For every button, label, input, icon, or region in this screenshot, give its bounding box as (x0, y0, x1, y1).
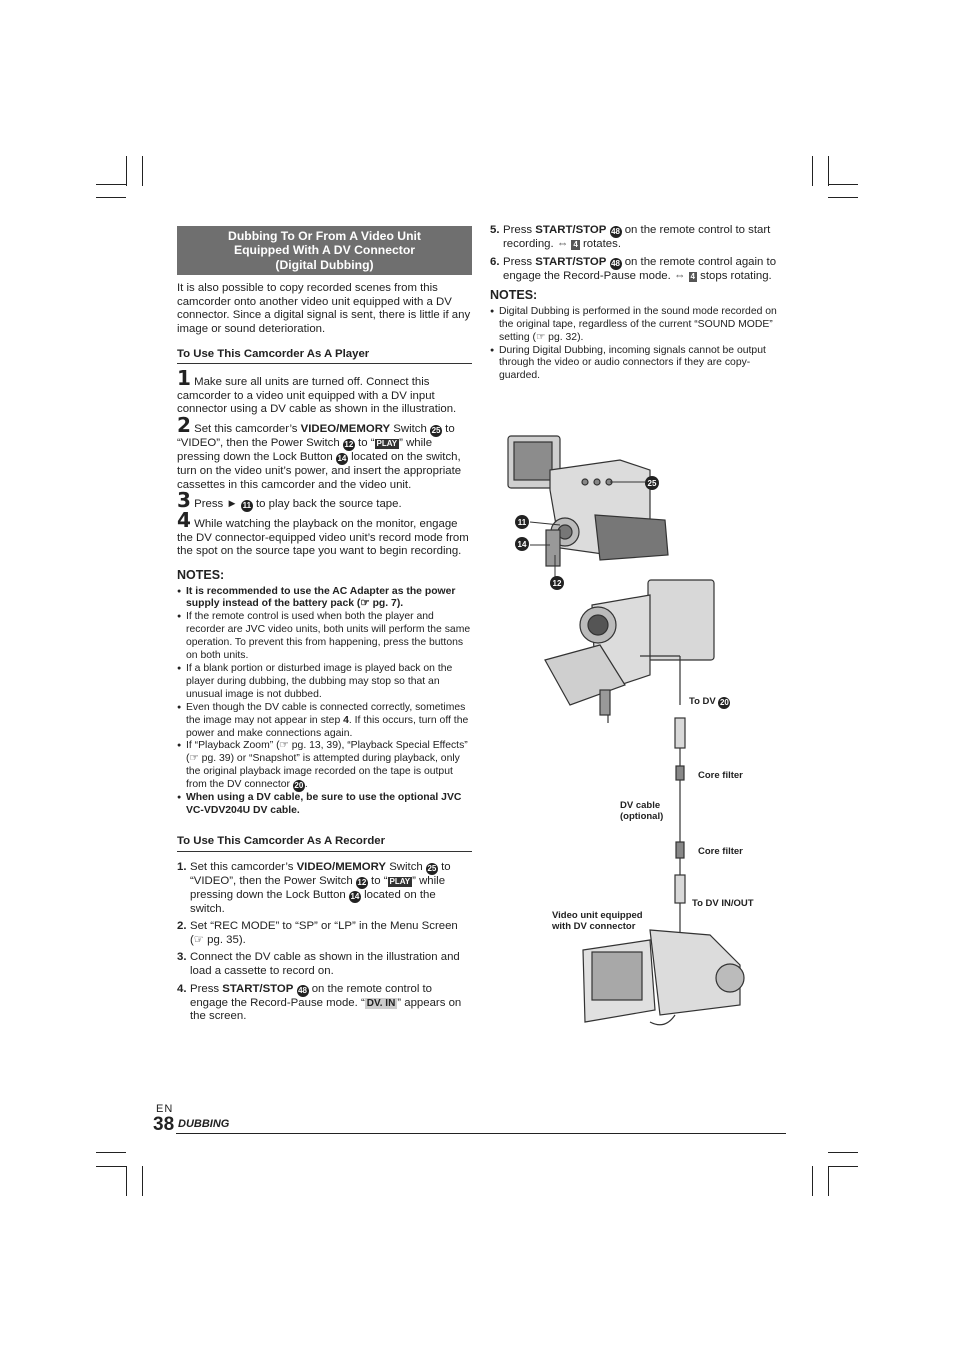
step-number: 2 (177, 412, 191, 437)
to-dv-inout-label: To DV IN/OUT (692, 898, 754, 909)
note-text: pg. 7). (369, 598, 404, 610)
crop-mark (96, 184, 126, 185)
step-text: Switch (386, 860, 426, 873)
player-step-4 (177, 508, 472, 559)
pointer-icon: ☞ (189, 753, 199, 765)
page-number: 38 (153, 1114, 175, 1135)
step-text: to “ (367, 874, 388, 887)
ref-number: 25 (431, 425, 441, 435)
step-text: Make sure all units are turned off. Connect this camcorder to a video unit equipped with a DV input connector using a DV cable as shown in the illustration. (177, 376, 457, 416)
crop-mark (828, 1166, 858, 1167)
step-text: While watching the playback on the monitor, engage the DV connector-equipped video unit’s record mode from the spot on the source tape you want to begin recording. (177, 518, 469, 558)
pointer-icon: ☞ (279, 740, 289, 752)
recorder-step (490, 256, 786, 284)
crop-mark (828, 1152, 858, 1153)
note-text: Even though the DV cable is connected correctly, sometimes the image may not appear in step (186, 701, 466, 726)
note-item: ● During Digital Dubbing, incoming signals cannot be output through the video or audio connectors if they are copy-guarded. (490, 345, 786, 384)
ref-number: 20 (294, 781, 304, 791)
dv-cable-label (620, 800, 663, 822)
note-item: ● If a blank portion or disturbed image is played back on the player during dubbing, the dubbing may stop so that an unusual image is not dubbed. (177, 663, 472, 702)
ref-number: 25 (427, 863, 437, 873)
note-text: It is recommended to use the AC Adapter as the power supply instead of the battery pack ( (186, 585, 456, 610)
recorder-step (177, 983, 472, 1024)
step-text: pg. 35). (204, 933, 246, 946)
step-text: ” while pressing down the Lock Button (190, 874, 446, 901)
step-number: 1 (177, 366, 191, 391)
label-text: DV cable (620, 800, 661, 811)
pointer-icon: ☞ (535, 331, 546, 343)
ref-number: 20 (719, 698, 729, 707)
step-number: 5. (490, 224, 500, 236)
note-item: ● When using a DV cable, be sure to use the optional JVC VC-VDV204U DV cable. (177, 792, 472, 818)
notes-list (490, 306, 786, 383)
note-item (490, 306, 786, 345)
crop-mark (828, 197, 858, 198)
note-text: pg. 39) or “Snapshot” is attempted during playback, only the original playback image recorded on the tape is output from the DV connector (186, 753, 460, 791)
notes-heading: NOTES: (490, 288, 538, 303)
callout-14 (515, 537, 529, 551)
crop-mark (126, 156, 127, 186)
crop-mark (828, 1166, 829, 1196)
step-number: 4 (177, 508, 191, 533)
illustration (500, 430, 790, 1030)
recorder-step (490, 224, 786, 252)
recorder-step (177, 920, 472, 947)
crop-mark (812, 1166, 813, 1196)
ref-number: 48 (611, 227, 620, 236)
crop-mark (828, 184, 858, 185)
step-text: to play back the source tape. (252, 498, 402, 511)
ref-number: 14 (337, 453, 347, 463)
tape-rotate-icon: ⇔ (556, 238, 569, 250)
footer-rule (176, 1133, 786, 1134)
ref-number: 12 (344, 439, 354, 449)
ref-number: 11 (242, 501, 252, 511)
step-text: Set this camcorder’s (194, 422, 301, 435)
step-number: 1. (177, 860, 187, 873)
pointer-icon: ☞ (193, 933, 205, 946)
step-text: to “VIDEO”, then the Power Switch (190, 860, 451, 887)
crop-mark (126, 1166, 127, 1196)
note-item (177, 586, 472, 612)
crop-mark (96, 1166, 126, 1167)
recorder-heading: To Use This Camcorder As A Recorder (177, 835, 472, 852)
step-text: rotates. (579, 238, 621, 250)
player-step-2 (177, 412, 472, 492)
play-mode-icon: PLAY (389, 876, 411, 886)
step-text: stops rotating. (697, 269, 772, 282)
title-line: Dubbing To Or From A Video Unit (228, 229, 421, 243)
player-step-3 (177, 488, 472, 513)
callout-11 (515, 515, 529, 529)
dv-in-indicator: DV. IN (366, 997, 396, 1009)
step-text: on the remote control again to engage the Record-Pause mode. (503, 255, 777, 282)
note-text: Digital Dubbing is performed in the sound mode recorded on the original tape, regardless of the current “SOUND MODE” setting ( (499, 305, 777, 343)
title-line: (Digital Dubbing) (275, 257, 374, 272)
step-text: Set “REC MODE” to “SP” or “LP” in the Menu Screen ( (190, 920, 458, 946)
note-text: pg. 32). (545, 331, 584, 343)
label-text: Video unit equipped (552, 910, 643, 921)
step-text: Press ► (194, 498, 241, 511)
step-number: 2. (177, 920, 187, 933)
note-text: . (304, 779, 308, 791)
crop-mark (96, 1152, 126, 1153)
note-item (177, 740, 472, 792)
switch-name: VIDEO/MEMORY (296, 860, 387, 873)
notes-heading: NOTES: (177, 567, 225, 582)
button-name: START/STOP (535, 224, 607, 236)
video-unit-drawing (583, 930, 744, 1025)
step-text: located on the switch, turn on the video unit’s power, and insert the appropriate cassettes in this camcorder and the video unit. (177, 450, 462, 491)
note-item: ● If the remote control is used when both the player and recorder are JVC video units, both units will perform the same operation. To prevent this from happening, press the buttons on both units. (177, 611, 472, 663)
switch-name: VIDEO/MEMORY (300, 422, 391, 435)
notes-list (177, 586, 472, 818)
step-text (293, 983, 296, 995)
ref-number: 48 (611, 258, 620, 268)
language-code: EN (156, 1103, 174, 1115)
step-text: ” appears on the screen. (190, 996, 462, 1023)
step-text: Press (503, 224, 536, 236)
note-text: 4 (343, 714, 349, 726)
player-step-1 (177, 366, 472, 417)
note-item (177, 702, 472, 741)
crop-mark (142, 1166, 143, 1196)
crop-mark (96, 197, 126, 198)
step-number: 4. (177, 982, 187, 995)
ref-number: 14 (350, 891, 360, 901)
left-column (177, 226, 472, 1028)
callout-25 (645, 476, 659, 490)
step-text: Set this camcorder’s (190, 860, 297, 873)
step-text: located on the switch. (190, 888, 436, 915)
label-text: To DV (689, 696, 716, 707)
to-dv-label (689, 696, 730, 709)
label-text: (optional) (620, 811, 664, 822)
title-line: Equipped With A DV Connector (233, 243, 416, 258)
label-text: with DV connector (552, 921, 636, 932)
step-text: Connect the DV cable as shown in the illustration and load a cassette to record on. (190, 951, 460, 977)
note-text: pg. 13, 39), “Playback Special Effects” ( (186, 740, 468, 765)
callout-number: 12 (552, 579, 562, 588)
recorder-steps (177, 861, 472, 1024)
ref-number: 48 (298, 985, 307, 995)
step-text: to “ (354, 436, 375, 449)
tape-rotate-icon: ⇔ (673, 269, 686, 282)
right-column (490, 224, 786, 383)
video-unit-label (552, 910, 643, 932)
camcorder-diagram (500, 430, 790, 1030)
step-number: 3. (177, 951, 187, 964)
ref-number: 12 (357, 877, 367, 887)
crop-mark (828, 156, 829, 186)
pointer-icon: ☞ (360, 598, 370, 610)
step-text: on the remote control to start recording. (503, 224, 771, 250)
callout-number: 25 (647, 479, 657, 488)
callout-12 (550, 576, 564, 590)
tape-counter-icon: 4 (573, 240, 578, 249)
intro-paragraph: It is also possible to copy recorded scenes from this camcorder onto another video unit equipped with a DV connector. Since a digital signal is sent, there is little if any image or sound deterioration. (177, 282, 471, 335)
step-number: 6. (490, 255, 500, 268)
section-title-box (177, 226, 472, 275)
note-text: . If this occurs, turn off the power and make connections again. (186, 714, 469, 739)
callout-number: 14 (517, 540, 527, 549)
step-text: on the remote control to engage the Record-Pause mode. “ (190, 982, 433, 1009)
recorder-steps-cont (490, 224, 786, 283)
tape-counter-icon: 4 (690, 271, 695, 281)
camcorder-top-drawing (508, 436, 668, 566)
recorder-step (177, 861, 472, 917)
crop-mark (812, 156, 813, 186)
section-name: DUBBING (178, 1118, 230, 1130)
step-text: to “VIDEO”, then the Power Switch (177, 422, 455, 449)
core-filter-label: Core filter (698, 770, 743, 781)
step-number: 3 (177, 488, 191, 513)
note-text: If “Playback Zoom” ( (186, 740, 280, 752)
recorder-step (177, 951, 472, 978)
step-text: Switch (390, 422, 431, 435)
core-filter-label: Core filter (698, 846, 743, 857)
step-text: ” while pressing down the Lock Button (177, 436, 433, 463)
step-text: Press (503, 255, 536, 268)
play-mode-icon: PLAY (376, 438, 398, 448)
step-text: Press (190, 982, 223, 995)
player-heading: To Use This Camcorder As A Player (177, 348, 472, 365)
button-name: START/STOP (222, 982, 294, 995)
crop-mark (142, 156, 143, 186)
callout-number: 11 (517, 518, 527, 527)
button-name: START/STOP (535, 255, 607, 268)
